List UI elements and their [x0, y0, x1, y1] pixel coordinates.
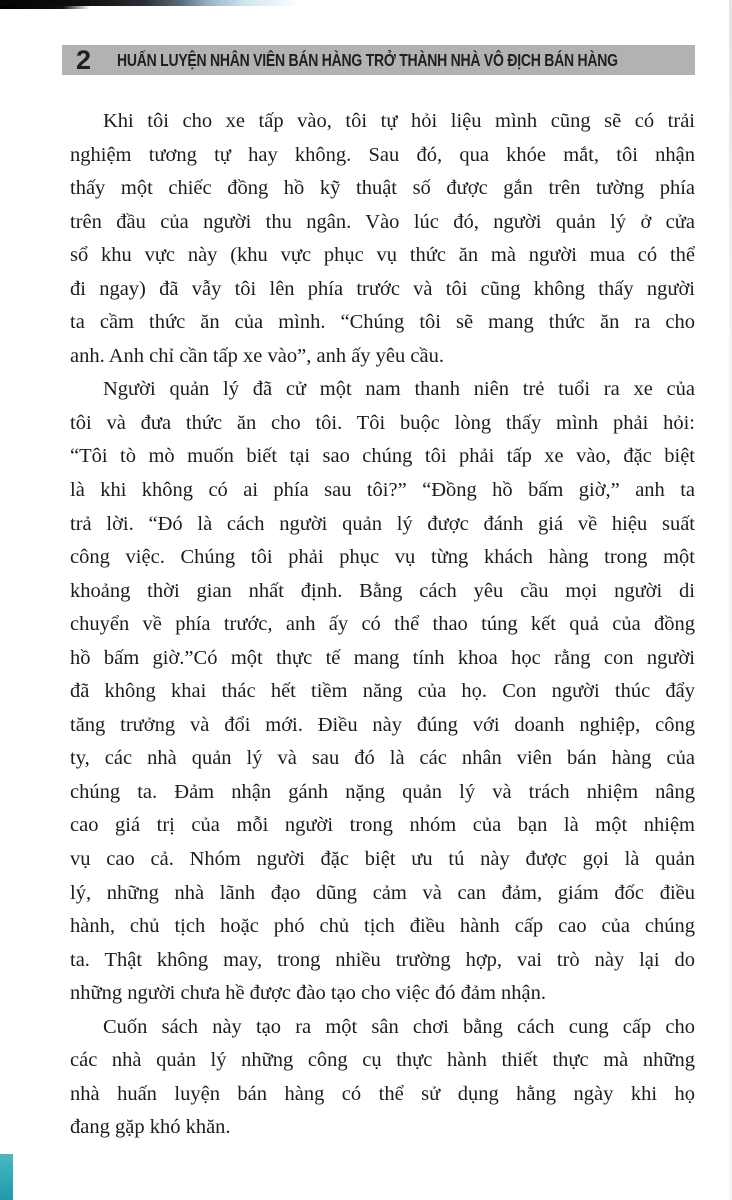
- text-line: công việc. Chúng tôi phải phục vụ từng khách hàng trong một: [70, 546, 695, 569]
- page-number: 2: [76, 45, 92, 75]
- scan-artifact-top-strip: [0, 0, 300, 6]
- text-line: sổ khu vực này (khu vực phục vụ thức ăn mà người mua có thể: [70, 244, 695, 267]
- text-line: đã không khai thác hết tiềm năng của họ. Con người thúc đẩy: [70, 680, 695, 703]
- text-line: thấy một chiếc đồng hồ kỹ thuật số được gắn trên tường phía: [70, 177, 695, 200]
- text-line: hành, chủ tịch hoặc phó chủ tịch điều hành cấp cao của chúng: [70, 915, 695, 938]
- text-line: tăng trưởng và đổi mới. Điều này đúng với doanh nghiệp, công: [70, 713, 695, 736]
- text-line: vụ cao cả. Nhóm người đặc biệt ưu tú này được gọi là quản: [70, 848, 695, 871]
- text-line: trên đầu của người thu ngân. Vào lúc đó, người quản lý ở cửa: [70, 210, 695, 233]
- text-line: khoảng thời gian nhất định. Bằng cách yêu cầu mọi người di: [70, 579, 695, 602]
- text-line: nhà huấn luyện bán hàng có thể sử dụng hằng ngày khi họ: [70, 1082, 695, 1105]
- text-line: chúng ta. Đảm nhận gánh nặng quản lý và trách nhiệm nâng: [70, 780, 695, 803]
- text-line: chuyển về phía trước, anh ấy có thể thao túng kết quả của đồng: [70, 613, 695, 636]
- text-line: Khi tôi cho xe tấp vào, tôi tự hỏi liệu mình cũng sẽ có trải: [103, 110, 695, 132]
- text-line: hồ bấm giờ.”Có một thực tế mang tính khoa học rằng con người: [70, 646, 695, 669]
- text-line: nghiệm tương tự hay không. Sau đó, qua khóe mắt, tôi nhận: [70, 143, 695, 166]
- text-line: tôi và đưa thức ăn cho tôi. Tôi buộc lòng thấy mình phải hỏi:: [70, 411, 695, 434]
- text-line: lý, những nhà lãnh đạo dũng cảm và can đảm, giám đốc điều: [70, 881, 695, 904]
- scan-artifact-bottom-left-mark: [0, 1154, 13, 1200]
- running-title: HUẤN LUYỆN NHÂN VIÊN BÁN HÀNG TRỞ THÀNH NHÀ VÔ ĐỊCH BÁN HÀNG: [117, 49, 618, 70]
- body-text: [70, 105, 695, 1145]
- text-line: đang gặp khó khăn.: [70, 1116, 231, 1139]
- text-line: Người quản lý đã cử một nam thanh niên trẻ tuổi ra xe của: [103, 378, 695, 401]
- text-line: là khi không có ai phía sau tôi?” “Đồng hồ bấm giờ,” anh ta: [70, 479, 695, 502]
- running-header-bar: [62, 45, 695, 75]
- text-line: đi ngay) đã vẫy tôi lên phía trước và tôi cũng không thấy người: [70, 277, 695, 300]
- text-line: Cuốn sách này tạo ra một sân chơi bằng cách cung cấp cho: [103, 1015, 695, 1038]
- text-line: các nhà quản lý những công cụ thực hành thiết thực mà những: [70, 1049, 695, 1072]
- text-line: ta. Thật không may, trong nhiều trường hợp, vai trò này lại do: [70, 948, 695, 971]
- text-line: anh. Anh chỉ cần tấp xe vào”, anh ấy yêu cầu.: [70, 344, 444, 367]
- paragraph: [70, 1011, 695, 1145]
- paragraph: [70, 373, 695, 1010]
- text-line: những người chưa hề được đào tạo cho việc đó đảm nhận.: [70, 982, 546, 1005]
- text-line: “Tôi tò mò muốn biết tại sao chúng tôi phải tấp xe vào, đặc biệt: [70, 445, 695, 468]
- text-line: trả lời. “Đó là cách người quản lý được đánh giá về hiệu suất: [70, 512, 695, 535]
- paragraph: [70, 105, 695, 373]
- text-line: ty, các nhà quản lý và sau đó là các nhân viên bán hàng của: [70, 747, 695, 770]
- text-line: ta cầm thức ăn của mình. “Chúng tôi sẽ mang thức ăn ra cho: [70, 311, 695, 334]
- text-line: cao giá trị của mỗi người trong nhóm của bạn là một nhiệm: [70, 814, 695, 837]
